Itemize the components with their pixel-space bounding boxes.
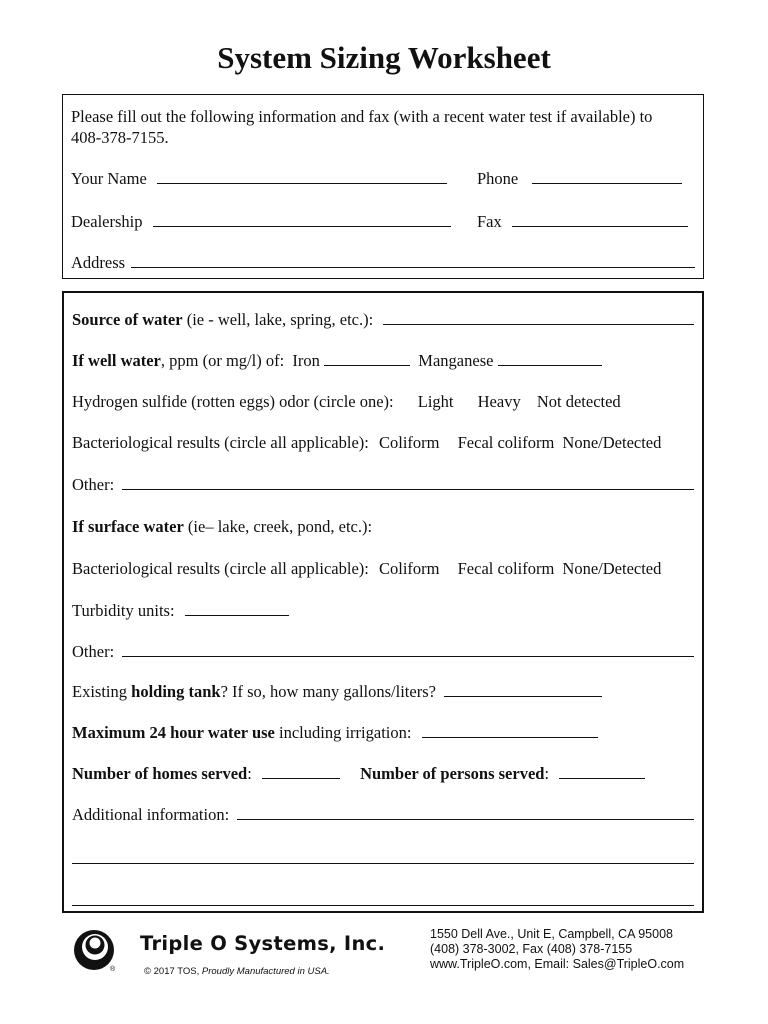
well-other-field[interactable] <box>122 476 694 490</box>
h2s-label: Hydrogen sulfide (rotten eggs) odor (circle one): <box>72 392 394 411</box>
fax-label: Fax <box>477 212 502 231</box>
max-water-use-row <box>72 723 694 743</box>
max-water-use-label: including irrigation: <box>279 723 412 742</box>
triple-o-logo <box>72 926 120 979</box>
your-name-label: Your Name <box>71 169 147 188</box>
turbidity-row <box>72 601 694 621</box>
holding-tank-field[interactable] <box>444 683 602 697</box>
well-bact-row <box>72 433 694 453</box>
holding-tank-label-bold: holding tank <box>131 682 221 701</box>
copyright <box>144 966 330 977</box>
well-bact-label: Bacteriological results (circle all applicable): <box>72 433 369 452</box>
holding-tank-label-pre: Existing <box>72 682 128 701</box>
phone-label: Phone <box>477 169 519 188</box>
copyright-prefix: © 2017 TOS, <box>144 966 200 977</box>
h2s-option-light[interactable]: Light <box>417 392 454 411</box>
fax-field[interactable] <box>512 213 688 227</box>
address-line-3: www.TripleO.com, Email: Sales@TripleO.com <box>430 957 685 971</box>
holding-tank-row <box>72 682 694 702</box>
intro-text-line2: 408-378-7155. <box>71 128 169 147</box>
address-line-2: (408) 378-3002, Fax (408) 378-7155 <box>430 942 633 956</box>
registered-mark: ® <box>110 966 116 973</box>
homes-served-colon: : <box>247 764 252 783</box>
max-water-use-field[interactable] <box>422 724 598 738</box>
manganese-field[interactable] <box>498 352 602 366</box>
surface-bact-option-none-detected[interactable]: None/Detected <box>562 559 662 578</box>
persons-served-field[interactable] <box>559 765 645 779</box>
contact-info-section <box>62 94 704 279</box>
well-bact-option-none-detected[interactable]: None/Detected <box>562 433 662 452</box>
persons-served-colon: : <box>544 764 550 783</box>
surface-other-field[interactable] <box>122 643 694 657</box>
additional-info-field-2[interactable] <box>72 851 694 864</box>
well-water-row <box>72 351 694 371</box>
well-water-label: , ppm (or mg/l) of: <box>160 351 285 370</box>
turbidity-label: Turbidity units: <box>72 601 175 620</box>
page-title: System Sizing Worksheet <box>217 40 551 75</box>
water-info-section <box>62 291 704 913</box>
manganese-label: Manganese <box>418 351 494 370</box>
source-field[interactable] <box>383 311 694 325</box>
company-name: Triple O Systems, Inc. <box>140 932 386 955</box>
copyright-tagline: Proudly Manufactured in USA. <box>201 966 330 977</box>
fax-row <box>477 212 688 232</box>
surface-other-label: Other: <box>72 642 115 661</box>
source-row <box>72 310 694 330</box>
max-water-use-label-bold: Maximum 24 hour water use <box>72 723 275 742</box>
iron-field[interactable] <box>324 352 410 366</box>
h2s-option-not-detected[interactable]: Not detected <box>536 392 621 411</box>
address-row <box>71 253 695 273</box>
dealership-field[interactable] <box>153 213 451 227</box>
additional-info-field-1[interactable] <box>237 806 694 820</box>
holding-tank-label-post: ? If so, how many gallons/liters? <box>220 682 436 701</box>
address-line-1: 1550 Dell Ave., Unit E, Campbell, CA 95008 <box>430 927 673 941</box>
surface-other-row <box>72 642 694 662</box>
well-bact-option-coliform[interactable]: Coliform <box>379 433 440 452</box>
well-water-label-bold: If well water <box>72 351 161 370</box>
surface-bact-option-fecal[interactable]: Fecal coliform <box>457 559 555 578</box>
surface-bact-label: Bacteriological results (circle all applicable): <box>72 559 369 578</box>
address-field[interactable] <box>131 254 695 268</box>
surface-bact-option-coliform[interactable]: Coliform <box>379 559 440 578</box>
footer <box>62 922 704 1012</box>
persons-served-label: Number of persons served <box>360 764 545 783</box>
well-bact-option-fecal[interactable]: Fecal coliform <box>457 433 555 452</box>
source-label: (ie - well, lake, spring, etc.): <box>186 310 374 329</box>
additional-info-label: Additional information: <box>72 805 230 824</box>
homes-persons-row <box>72 764 694 784</box>
homes-served-field[interactable] <box>262 765 340 779</box>
surface-water-label-bold: If surface water <box>72 517 184 536</box>
h2s-option-heavy[interactable]: Heavy <box>477 392 521 411</box>
intro-text-line1: Please fill out the following information and fax (with a recent water test if available) to <box>71 107 653 126</box>
homes-served-label: Number of homes served <box>72 764 248 783</box>
company-address <box>430 927 684 972</box>
well-other-row <box>72 475 694 495</box>
surface-water-label: (ie– lake, creek, pond, etc.): <box>187 517 373 536</box>
iron-label: Iron <box>292 351 320 370</box>
well-other-label: Other: <box>72 475 115 494</box>
your-name-field[interactable] <box>157 170 447 184</box>
turbidity-field[interactable] <box>185 602 289 616</box>
your-name-row <box>71 169 447 189</box>
phone-field[interactable] <box>532 170 682 184</box>
dealership-label: Dealership <box>71 212 143 231</box>
surface-water-row <box>72 517 694 537</box>
h2s-row <box>72 392 694 412</box>
dealership-row <box>71 212 451 232</box>
surface-bact-row <box>72 559 694 579</box>
phone-row <box>477 169 682 189</box>
additional-info-field-3[interactable] <box>72 893 694 906</box>
source-label-bold: Source of water <box>72 310 183 329</box>
additional-info-row <box>72 805 694 825</box>
address-label: Address <box>71 253 126 272</box>
